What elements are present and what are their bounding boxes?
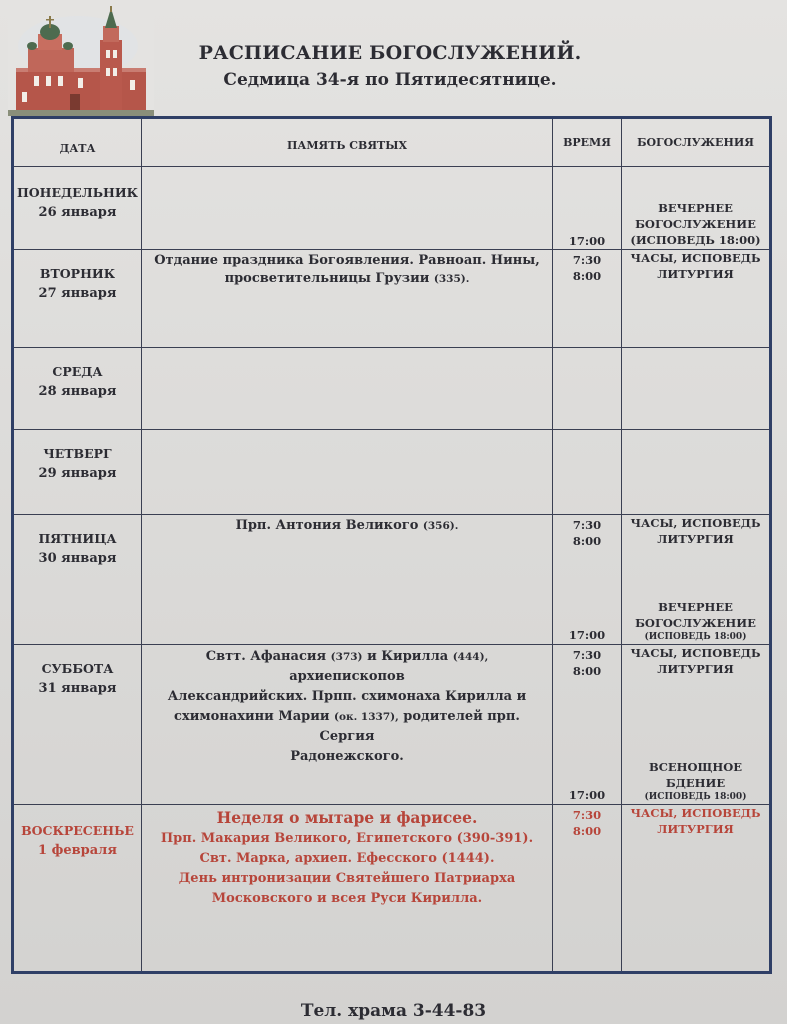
service-line: БОГОСЛУЖЕНИЕ <box>635 217 756 231</box>
table-row <box>14 430 769 515</box>
day-date: 26 января <box>38 205 117 220</box>
memory-year: (373) <box>330 651 363 663</box>
service-cell <box>622 430 769 514</box>
service-line: ЛИТУРГИЯ <box>657 532 734 546</box>
day-name: СРЕДА <box>52 364 103 379</box>
service-cell <box>622 167 769 249</box>
service-note: (ИСПОВЕДЬ 18:00) <box>630 233 761 247</box>
memory-line: архиепископов <box>289 669 405 684</box>
memory-cell <box>142 348 553 429</box>
service-line: ЧАСЫ, ИСПОВЕДЬ <box>630 806 761 820</box>
memory-cell <box>142 805 553 971</box>
time-value: 17:00 <box>568 628 606 642</box>
memory-title: Неделя о мытаре и фарисее. <box>216 808 478 827</box>
memory-line: родителей прп. Сергия <box>319 709 520 744</box>
memory-cell <box>142 515 553 644</box>
table-row <box>14 348 769 430</box>
service-cell <box>622 515 769 644</box>
service-line: ВЕЧЕРНЕЕ <box>658 600 733 614</box>
day-date: 1 февраля <box>38 843 117 858</box>
service-line: ВСЕНОЩНОЕ <box>648 760 743 774</box>
time-cell <box>553 167 622 249</box>
table-row <box>14 515 769 645</box>
time-value: 8:00 <box>572 534 602 548</box>
day-name: ПОНЕДЕЛЬНИК <box>16 185 139 200</box>
table-row <box>14 250 769 348</box>
time-value: 17:00 <box>568 788 606 802</box>
memory-year: (ок. 1337), <box>334 711 399 723</box>
service-value <box>622 759 769 803</box>
service-line: ЧАСЫ, ИСПОВЕДЬ <box>630 646 761 660</box>
day-name: ВОСКРЕСЕНЬЕ <box>21 823 134 838</box>
memory-line: Александрийских. Прпп. схимонаха Кирилла и <box>167 689 527 704</box>
memory-cell <box>142 167 553 249</box>
service-note: (ИСПОВЕДЬ 18:00) <box>644 632 747 642</box>
day-name: ПЯТНИЦА <box>38 531 117 546</box>
time-value: 7:30 <box>572 518 602 532</box>
day-cell <box>14 167 142 249</box>
service-value <box>622 200 769 248</box>
service-cell <box>622 348 769 429</box>
time-value: 7:30 <box>572 808 602 822</box>
day-cell <box>14 645 142 804</box>
memory-year: (335). <box>433 273 470 285</box>
service-line: БОГОСЛУЖЕНИЕ <box>635 616 756 630</box>
time-cell <box>553 250 622 347</box>
day-cell <box>14 430 142 514</box>
time-value: 8:00 <box>572 664 602 678</box>
day-date: 29 января <box>38 466 117 481</box>
table-row <box>14 805 769 971</box>
day-name: ВТОРНИК <box>39 266 116 281</box>
memory-line: Радонежского. <box>290 749 404 764</box>
memory-line: Отдание праздника Богоявления. Равноап. Нины, <box>154 253 540 268</box>
memory-line: Свтт. Афанасия <box>205 649 327 664</box>
service-note: (ИСПОВЕДЬ 18:00) <box>644 792 747 802</box>
service-cell <box>622 805 769 971</box>
day-date: 30 января <box>38 551 117 566</box>
table-row <box>14 167 769 250</box>
time-cell <box>553 645 622 804</box>
service-value <box>622 599 769 643</box>
page-subtitle: Седмица 34-я по Пятидесятнице. <box>223 70 557 90</box>
memory-line: День интронизации Святейшего Патриарха <box>178 871 516 886</box>
time-value: 8:00 <box>572 824 602 838</box>
memory-line: Прп. Антония Великого <box>235 518 419 533</box>
service-cell <box>622 645 769 804</box>
page-title: РАСПИСАНИЕ БОГОСЛУЖЕНИЙ. <box>198 42 582 64</box>
memory-year: (356). <box>422 520 459 532</box>
day-cell <box>14 250 142 347</box>
service-line: ЧАСЫ, ИСПОВЕДЬ <box>630 251 761 265</box>
memory-line: просветительницы Грузии <box>224 271 430 286</box>
memory-cell <box>142 430 553 514</box>
column-header-memory: ПАМЯТЬ СВЯТЫХ <box>142 119 553 166</box>
day-name: ЧЕТВЕРГ <box>43 446 112 461</box>
memory-line: Московского и всея Руси Кирилла. <box>211 891 483 906</box>
column-header-time: ВРЕМЯ <box>553 119 622 166</box>
memory-cell <box>142 645 553 804</box>
time-cell <box>553 515 622 644</box>
service-line: ЧАСЫ, ИСПОВЕДЬ <box>630 516 761 530</box>
service-line: ЛИТУРГИЯ <box>657 267 734 281</box>
service-line: ЛИТУРГИЯ <box>657 662 734 676</box>
table-row <box>14 645 769 805</box>
time-value: 17:00 <box>568 234 606 248</box>
time-cell <box>553 348 622 429</box>
time-value: 7:30 <box>572 648 602 662</box>
time-value: 8:00 <box>572 269 602 283</box>
memory-year: (444), <box>452 651 489 663</box>
service-line: ВЕЧЕРНЕЕ <box>658 201 733 215</box>
memory-cell <box>142 250 553 347</box>
time-cell <box>553 805 622 971</box>
day-cell <box>14 515 142 644</box>
memory-line: Прп. Макария Великого, Египетского (390-391). <box>160 831 534 846</box>
day-date: 27 января <box>38 286 117 301</box>
time-cell <box>553 430 622 514</box>
phone-number: Тел. храма 3-44-83 <box>300 1001 487 1021</box>
service-line: ЛИТУРГИЯ <box>657 822 734 836</box>
day-date: 31 января <box>38 681 117 696</box>
memory-line: Свт. Марка, архиеп. Ефесского (1444). <box>199 851 495 866</box>
column-header-date: ДАТА <box>14 119 142 166</box>
column-header-services: БОГОСЛУЖЕНИЯ <box>637 136 754 149</box>
day-cell <box>14 348 142 429</box>
church-icon <box>8 6 154 116</box>
service-line: БДЕНИЕ <box>665 776 726 790</box>
day-name: СУББОТА <box>41 661 114 676</box>
time-value: 7:30 <box>572 253 602 267</box>
memory-line: схимонахини Марии <box>174 709 330 724</box>
service-cell <box>622 250 769 347</box>
schedule-table <box>11 116 772 974</box>
memory-line: и Кирилла <box>367 649 449 664</box>
table-header-row <box>14 119 769 167</box>
day-cell <box>14 805 142 971</box>
day-date: 28 января <box>38 384 117 399</box>
